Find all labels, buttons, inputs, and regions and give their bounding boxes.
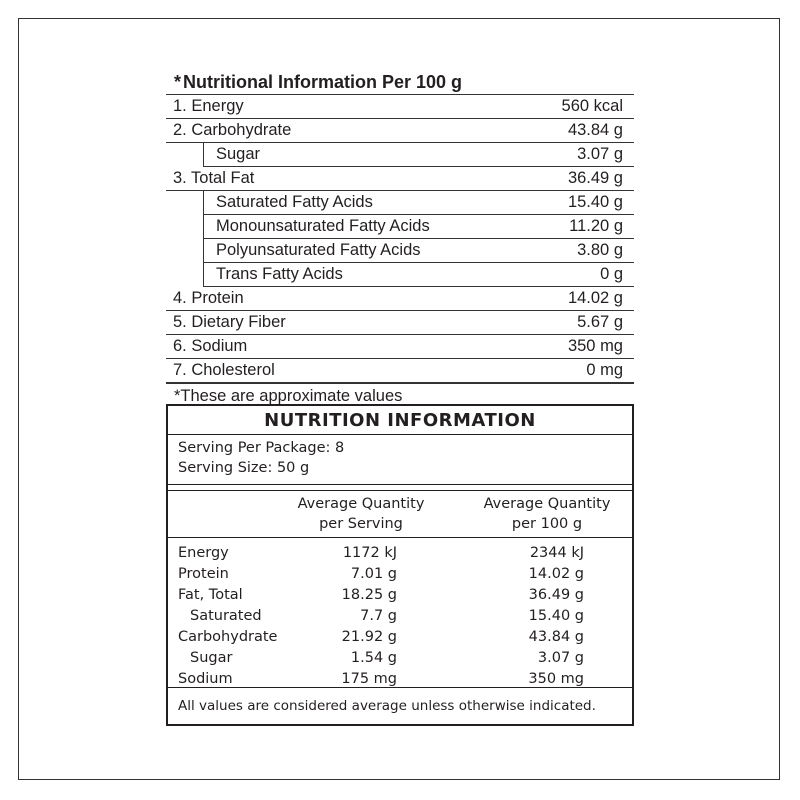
per-serving-value: 1.54 g [350,650,397,666]
per-serving-value: 7.7 g [360,608,397,624]
per-serving-value: 7.01 g [350,566,397,582]
per-serving-header: Average Quantity per Serving [297,496,425,532]
table-row [166,311,634,335]
panel-data-rows [168,538,632,688]
table-row [166,119,634,143]
nutrient-value: 43.84 g [567,121,623,139]
per-serving-value: 21.92 g [341,629,397,645]
panel-row [168,564,632,585]
table-row [166,95,634,119]
panel-row [168,585,632,606]
panel-title: NUTRITION INFORMATION [168,406,632,435]
nutrition-per-100g-table [166,70,634,408]
panel-footer: All values are considered average unless otherwise indicated. [178,698,596,714]
table-row [203,191,634,215]
table-row [203,143,634,167]
per-serving-value: 175 mg [341,671,397,687]
per-100g-value: 350 mg [528,671,584,687]
nutrient-label: 5. Dietary Fiber [173,313,286,331]
footnote-text: These are approximate values [180,387,403,405]
nutrient-label: Saturated Fatty Acids [216,193,373,211]
panel-row [168,606,632,627]
servings-per-package: Serving Per Package: 8 [178,440,345,456]
table-row [166,287,634,311]
table-row [166,167,634,191]
nutrient-label: Sugar [216,145,261,163]
per-100g-header: Average Quantity per 100 g [483,496,611,532]
per-serving-value: 18.25 g [341,587,397,603]
nutrient-name: Energy [178,545,229,561]
per-100g-value: 15.40 g [528,608,584,624]
nutrient-name: Protein [178,566,229,582]
nutrient-value: 36.49 g [567,169,623,187]
nutrient-label: 6. Sodium [173,337,248,355]
nutrient-name: Sodium [178,671,233,687]
nutrient-name: Saturated [190,608,262,624]
nutrient-label: 7. Cholesterol [173,361,275,379]
nutrient-value: 0 mg [586,361,623,379]
nutrient-value: 560 kcal [561,97,623,115]
nutrient-label: Trans Fatty Acids [216,265,343,283]
serving-size: Serving Size: 50 g [178,460,310,476]
table-row [166,359,634,383]
nutrient-value: 3.07 g [577,145,623,163]
table-row [203,215,634,239]
nutrient-name: Sugar [190,650,233,666]
asterisk-mark: * [174,387,181,405]
serving-info [168,438,632,485]
nutrient-label: 3. Total Fat [173,169,255,187]
panel-row [168,669,632,690]
asterisk-mark: * [174,72,182,92]
per-100g-value: 14.02 g [528,566,584,582]
nutrient-value: 11.20 g [569,217,623,235]
nutrient-name: Carbohydrate [178,629,278,645]
nutrient-label: 2. Carbohydrate [173,121,292,139]
nutrient-label: 4. Protein [173,289,244,307]
table-row [166,335,634,359]
nutrition-information-panel [166,404,634,726]
per-100g-value: 3.07 g [537,650,584,666]
per-100g-value: 43.84 g [528,629,584,645]
nutrient-value: 15.40 g [567,193,623,211]
panel-row [168,543,632,564]
nutrient-label: Polyunsaturated Fatty Acids [216,241,421,259]
nutrient-value: 0 g [600,265,623,283]
per-100g-value: 2344 kJ [529,545,584,561]
nutrient-name: Fat, Total [178,587,243,603]
nutrient-label: Monounsaturated Fatty Acids [216,217,430,235]
nutrient-value: 14.02 g [567,289,623,307]
table-title [166,70,634,94]
per-serving-value: 1172 kJ [342,545,397,561]
table-rows [166,94,634,383]
nutrient-value: 3.80 g [577,241,623,259]
panel-row [168,648,632,669]
column-headers [168,491,632,538]
nutrient-value: 350 mg [567,337,623,355]
nutrient-value: 5.67 g [577,313,623,331]
nutrient-label: 1. Energy [173,97,244,115]
table-row [203,239,634,263]
per-100g-value: 36.49 g [528,587,584,603]
panel-row [168,627,632,648]
table-row [203,263,634,287]
table-title-text: Nutritional Information Per 100 g [183,72,463,92]
